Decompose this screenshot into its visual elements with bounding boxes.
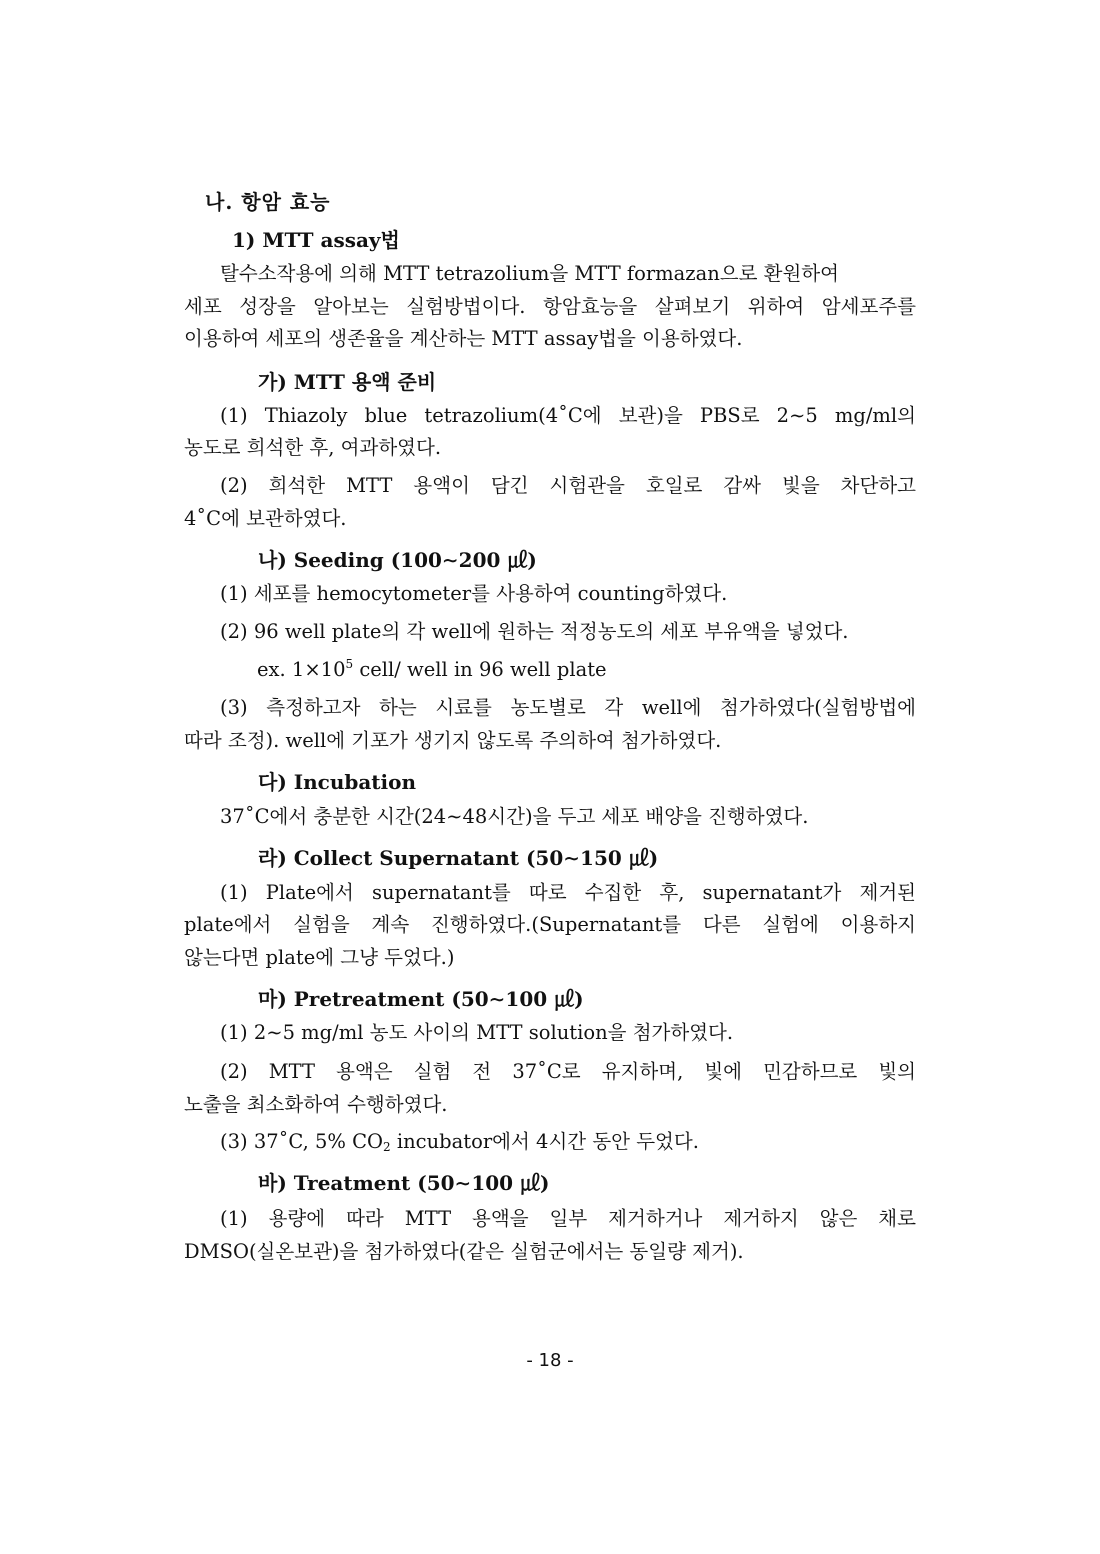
ga-p1-line-1: (1) Thiazoly blue tetrazolium(4˚C에 보관)을 PBS로 2∼5 mg/ml의: [220, 404, 916, 427]
intro-line-2: 세포 성장을 알아보는 실험방법이다. 항암효능을 살펴보기 위하여 암세포주를: [184, 295, 916, 318]
heading-da: 다) Incubation: [258, 770, 417, 794]
heading-ma: 마) Pretreatment (50∼100 ㎕): [258, 987, 584, 1011]
ma-p3-subscript: 2: [383, 1140, 391, 1154]
ma-p2-line-1: (2) MTT 용액은 실험 전 37˚C로 유지하며, 빛에 민감하므로 빛의: [220, 1060, 916, 1083]
section-title: 나. 항암 효능: [205, 190, 331, 214]
subsection-title: 1) MTT assay법: [232, 228, 400, 252]
ma-p3-suffix: incubator에서 4시간 동안 두었다.: [390, 1130, 699, 1153]
na-example-suffix: cell/ well in 96 well plate: [353, 658, 607, 681]
ga-p2-line-1: (2) 희석한 MTT 용액이 담긴 시험관을 호일로 감싸 빛을 차단하고: [220, 474, 916, 497]
heading-ra: 라) Collect Supernatant (50∼150 ㎕): [258, 846, 659, 870]
ba-p1-line-1: (1) 용량에 따라 MTT 용액을 일부 제거하거나 제거하지 않은 채로: [220, 1207, 916, 1230]
na-p3-line-2: 따라 조정). well에 기포가 생기지 않도록 주의하여 첨가하였다.: [184, 729, 722, 752]
na-p1: (1) 세포를 hemocytometer를 사용하여 counting하였다.: [220, 582, 728, 605]
na-p3-line-1: (3) 측정하고자 하는 시료를 농도별로 각 well에 첨가하였다(실험방법에: [220, 696, 916, 719]
na-example-prefix: ex. 1×10: [257, 658, 346, 681]
ma-p3: [220, 1126, 699, 1164]
heading-na: 나) Seeding (100∼200 ㎕): [258, 548, 537, 572]
ra-p1-line-3: 않는다면 plate에 그냥 두었다.): [184, 946, 455, 969]
intro-line-1: 탈수소작용에 의해 MTT tetrazolium을 MTT formazan으로 환원하여: [220, 262, 839, 285]
ga-p1-line-2: 농도로 희석한 후, 여과하였다.: [184, 436, 442, 459]
da-p1: 37˚C에서 충분한 시간(24∼48시간)을 두고 세포 배양을 진행하였다.: [220, 805, 809, 828]
ma-p3-prefix: (3) 37˚C, 5% CO: [220, 1130, 384, 1153]
page-number: - 18 -: [526, 1350, 574, 1371]
intro-line-3: 이용하여 세포의 생존율을 계산하는 MTT assay법을 이용하였다.: [184, 327, 743, 350]
na-example: [257, 654, 607, 687]
ma-p1: (1) 2∼5 mg/ml 농도 사이의 MTT solution을 첨가하였다.: [220, 1021, 734, 1044]
heading-ba: 바) Treatment (50∼100 ㎕): [258, 1171, 550, 1195]
ga-p2-line-2: 4˚C에 보관하였다.: [184, 507, 347, 530]
na-p2: (2) 96 well plate의 각 well에 원하는 적정농도의 세포 부유액을 넣었다.: [220, 620, 849, 643]
ma-p2-line-2: 노출을 최소화하여 수행하였다.: [184, 1093, 448, 1116]
ra-p1-line-1: (1) Plate에서 supernatant를 따로 수집한 후, supernatant가 제거된: [220, 881, 916, 904]
ba-p1-line-2: DMSO(실온보관)을 첨가하였다(같은 실험군에서는 동일량 제거).: [184, 1240, 744, 1263]
na-example-exponent: 5: [345, 657, 354, 671]
ra-p1-line-2: plate에서 실험을 계속 진행하였다.(Supernatant를 다른 실험에 이용하지: [184, 913, 916, 936]
heading-ga: 가) MTT 용액 준비: [258, 370, 437, 394]
